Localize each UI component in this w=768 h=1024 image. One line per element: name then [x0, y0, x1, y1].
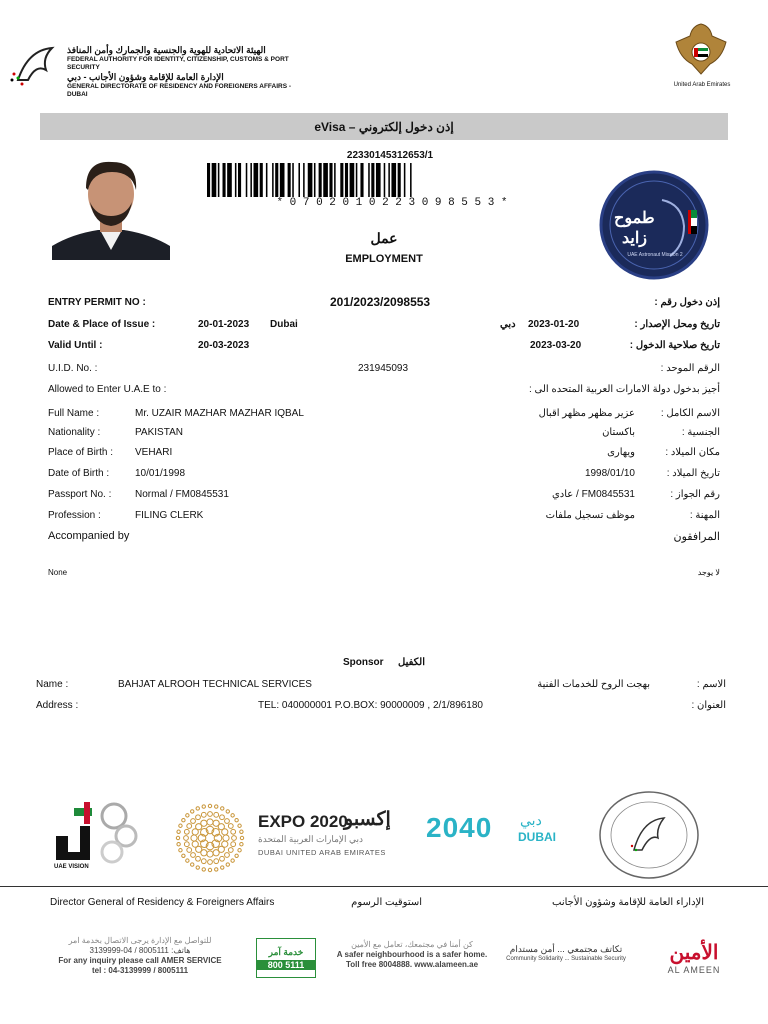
field-label: Full Name :: [48, 408, 100, 419]
authority-en-line1: FEDERAL AUTHORITY FOR IDENTITY, CITIZENSHIP, CUSTOMS & PORT SECURITY: [67, 56, 289, 71]
authority-en-line2: GENERAL DIRECTORATE OF RESIDENCY AND FOREIGNERS AFFAIRS - DUBAI: [67, 83, 292, 98]
field-value: 10/01/1998: [135, 468, 186, 479]
authority-name-block: [67, 45, 307, 99]
director-title-ar: الإداراء العامة للإقامة وشؤون الأجانب: [552, 897, 704, 908]
seal-line1: طموح: [614, 210, 655, 227]
authority-ar-line1: الهيئة الاتحادية للهوية والجنسية والجمارك وأمن المنافذ: [67, 45, 266, 55]
uae-vision-text: UAE VISION: [54, 864, 89, 870]
field-value-ar: 1998/01/10: [584, 468, 635, 479]
alameen-slogan-en1: A safer neighbourhood is a safer home.: [336, 950, 488, 959]
community-block: [506, 944, 626, 964]
alameen-slogan: [322, 940, 502, 970]
field-label: Passport No. :: [48, 489, 112, 500]
field-value-ar: عزير مظهر مظهر اقبال: [538, 408, 635, 419]
evisa-title: eVisa – إذن دخول إلكتروني: [314, 119, 454, 134]
sponsor-address: TEL: 040000001 P.O.BOX: 90000009 , 2/1/896180: [258, 700, 483, 711]
field-value-ar: موظف تسجيل ملفات: [545, 510, 635, 521]
field-label-ar: رقم الجواز :: [670, 489, 720, 500]
director-title-en: Director General of Residency & Foreigners Affairs: [50, 897, 275, 908]
field-label: Profession :: [48, 510, 101, 521]
allowed-label-ar: أجيز بدخول دولة الامارات العربية المتحده الى :: [528, 384, 720, 395]
sponsor-name-ar: بهجت الروح للخدمات الفنية: [537, 679, 650, 690]
amer-en-line2: tel : 04-3139999 / 8005111: [91, 966, 189, 975]
entry-permit-no: 201/2023/2098553: [330, 295, 431, 309]
field-label: Date of Birth :: [48, 468, 110, 479]
sponsor-address-label: Address :: [36, 700, 79, 711]
field-label-ar: المهنة :: [689, 510, 720, 521]
authority-ar-line2: الإدارة العامة للإقامة وشؤون الأجانب - دبي: [67, 72, 224, 82]
field-value-ar: ويهارى: [607, 447, 635, 458]
visa-category-en: EMPLOYMENT: [345, 253, 423, 265]
amer-badge: [256, 938, 316, 978]
sponsor-name: BAHJAT ALROOH TECHNICAL SERVICES: [118, 679, 312, 690]
entry-permit-label-ar: إذن دخول رقم :: [654, 297, 720, 308]
applicant-photo: [52, 150, 170, 260]
uae-label: United Arab Emirates: [673, 82, 731, 88]
issue-place: Dubai: [270, 319, 298, 330]
accompanied-label-ar: المرافقون: [673, 531, 720, 543]
alameen-logo-ar: الأمين: [669, 942, 719, 964]
field-value-ar: FM0845531 / عادي: [551, 489, 635, 500]
footer-divider: [0, 886, 768, 887]
expo-sub-en: DUBAI UNITED ARAB EMIRATES: [258, 848, 386, 857]
amer-en-line1: For any inquiry please call AMER SERVICE: [58, 956, 222, 965]
field-label-ar: الاسم الكامل :: [660, 408, 720, 419]
amer-ar-line1: للتواصل مع الإدارة يرجى الاتصال بخدمة امر: [68, 936, 212, 945]
sponsor-title-ar: الكفيل: [398, 657, 425, 668]
evisa-banner: [40, 113, 728, 140]
directorate-round-seal: [598, 790, 700, 880]
field-value: Normal / FM0845531: [135, 489, 229, 500]
alameen-slogan-en2: Toll free 8004888. www.alameen.ae: [345, 960, 479, 969]
dubai-2040-number: 2040: [426, 812, 493, 843]
uid-value: 231945093: [358, 363, 409, 374]
barcode-text: * 0 7 0 2 0 1 0 2 2 3 0 9 8 5 5 3 *: [207, 197, 577, 209]
uid-label-ar: الرقم الموحد :: [660, 363, 720, 374]
accompanied-value-ar: لا يوجد: [697, 568, 720, 577]
seal-line2: زايد: [622, 230, 648, 247]
field-label-ar: مكان الميلاد :: [665, 447, 720, 458]
uae-emblem: [670, 18, 732, 78]
dubai-2040-ar: دبي: [520, 812, 542, 828]
file-number: 22330145312653/1: [346, 150, 434, 161]
sponsor-title: Sponsor: [343, 657, 384, 668]
amer-contact: [48, 936, 232, 976]
uae-vision-logo: [48, 796, 144, 874]
sponsor-name-label: Name :: [36, 679, 69, 690]
amer-badge-number: 800 5111: [257, 960, 315, 970]
alameen-logo-en: AL AMEEN: [667, 965, 721, 975]
expo-sub-ar: دبي الإمارات العربية المتحدة: [258, 834, 364, 844]
dubai-2040-en: DUBAI: [518, 830, 556, 844]
field-value-ar: باكستان: [602, 427, 635, 438]
issue-place-ar: دبي: [500, 319, 516, 330]
field-value: FILING CLERK: [135, 510, 204, 521]
authority-logo: [8, 40, 64, 88]
alameen-slogan-ar: كن أمنا في مجتمعك، تعامل مع الأمين: [351, 940, 473, 949]
valid-until: 20-03-2023: [198, 340, 250, 351]
valid-until-ar: 2023-03-20: [530, 340, 582, 351]
field-label-ar: تاريخ الميلاد :: [666, 468, 720, 479]
accompanied-value: None: [48, 568, 68, 577]
amer-ar-line2: هاتف: 8005111 / 04-3139999: [89, 946, 191, 955]
accompanied-label: Accompanied by: [48, 530, 130, 542]
alameen-logo: [648, 940, 740, 980]
sponsor-name-label-ar: الاسم :: [696, 679, 726, 690]
issue-date-ar: 2023-01-20: [528, 319, 580, 330]
field-label-ar: الجنسية :: [681, 427, 720, 438]
expo-emblem: [170, 802, 250, 874]
field-value: VEHARI: [135, 447, 173, 458]
sponsor-address-label-ar: العنوان :: [691, 700, 726, 711]
expo-text-en: EXPO 2020: [258, 812, 348, 831]
expo-text-ar: إكسبو: [344, 809, 391, 830]
community-ar: تكاتف مجتمعي ... أمن مستدام: [509, 944, 623, 954]
director-name-ar: استوقيت الرسوم: [351, 897, 422, 908]
visa-category-ar: عمل: [370, 230, 398, 246]
uid-label: U.I.D. No. :: [48, 363, 98, 374]
issue-date: 20-01-2023: [198, 319, 250, 330]
zayed-ambition-seal: [592, 170, 716, 280]
allowed-label: Allowed to Enter U.A.E to :: [48, 384, 167, 395]
seal-caption: UAE Astronaut Mission 2: [627, 252, 683, 258]
issue-label: Date & Place of Issue :: [48, 319, 156, 330]
dubai-2040-logo: [426, 812, 566, 848]
issue-label-ar: تاريخ ومحل الإصدار :: [634, 319, 720, 330]
field-label: Nationality :: [48, 427, 101, 438]
valid-label-ar: تاريخ صلاحية الدخول :: [629, 340, 720, 351]
field-label: Place of Birth :: [48, 447, 114, 458]
community-en: Community Solidarity ... Sustainable Security: [506, 956, 626, 962]
field-value: Mr. UZAIR MAZHAR MAZHAR IQBAL: [135, 408, 304, 419]
amer-badge-label: خدمة آمر: [268, 947, 304, 957]
entry-permit-label: ENTRY PERMIT NO :: [48, 297, 146, 308]
valid-label: Valid Until :: [48, 340, 103, 351]
field-value: PAKISTAN: [135, 427, 183, 438]
